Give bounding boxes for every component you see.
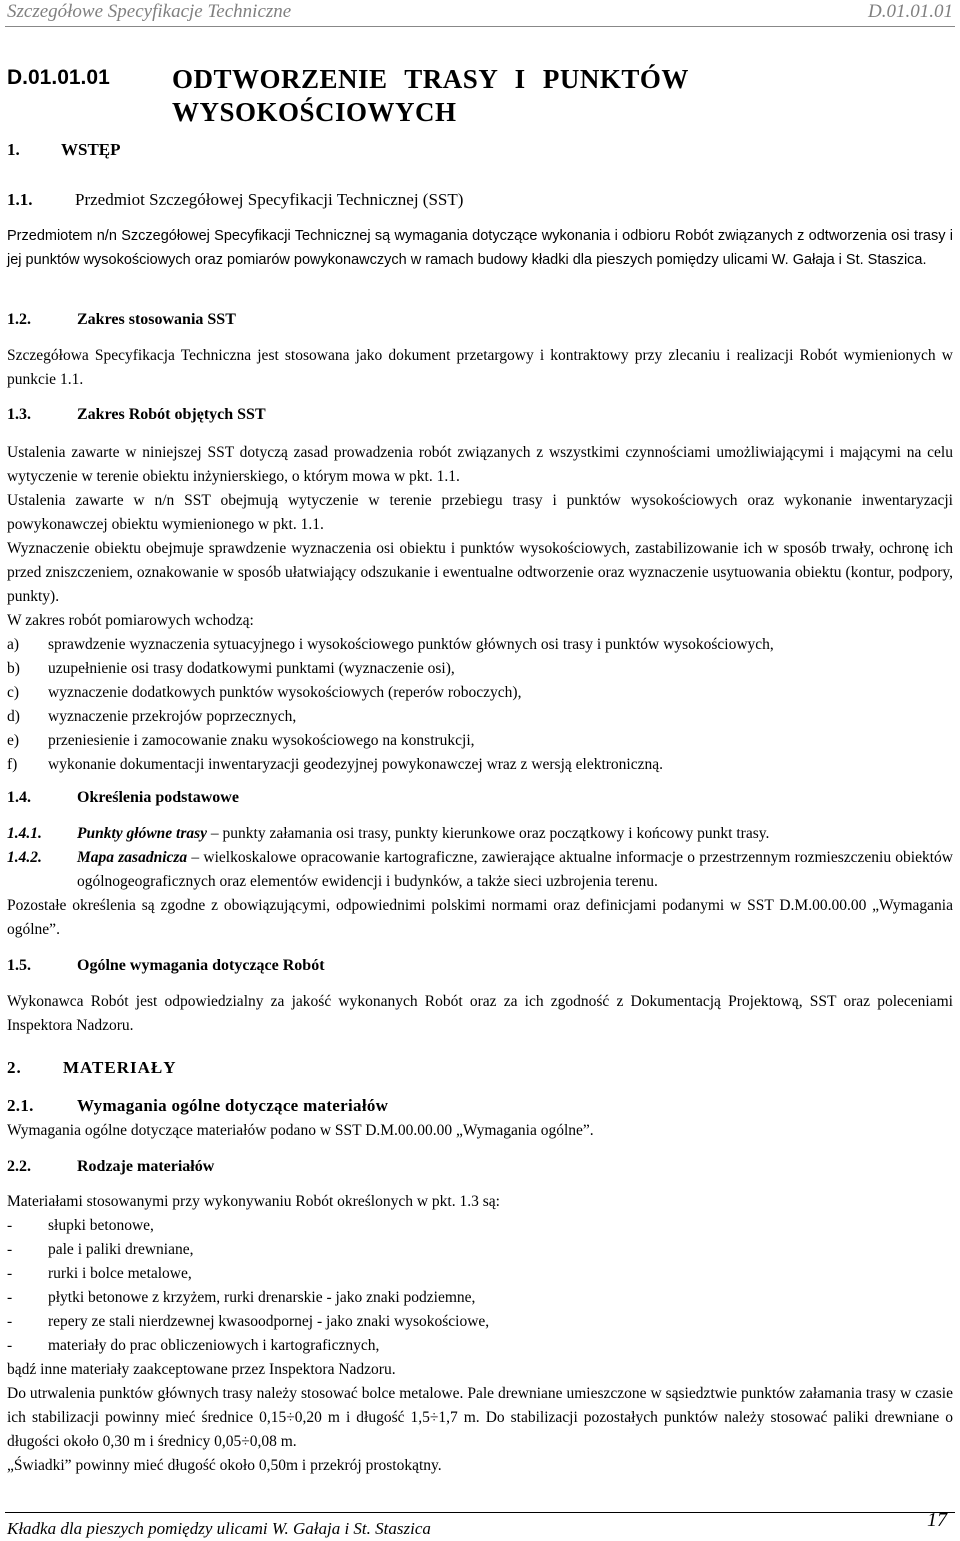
list-item (7, 753, 953, 777)
list-item-label: a) (7, 636, 20, 653)
list-item-text: wyznaczenie dodatkowych punktów wysokościowych (reperów roboczych), (48, 684, 522, 701)
section-2-heading (7, 1056, 177, 1080)
section-title: Ogólne wymagania dotyczące Robót (77, 957, 325, 974)
section-2-2-paragraph-3: „Świadki” powinny mieć długość około 0,50m i przekrój prostokątny. (7, 1457, 442, 1474)
section-title: MATERIAŁY (63, 1058, 177, 1077)
definition-item (7, 822, 953, 846)
list-item-text: sprawdzenie wyznaczenia sytuacyjnego i wysokościowego punktów głównych osi trasy i punktów wysokościowych, (48, 636, 774, 653)
section-number: 1.1. (7, 190, 33, 209)
section-1-heading (7, 137, 121, 163)
list-item (7, 1286, 953, 1310)
list-item-text: pale i paliki drewniane, (48, 1241, 194, 1258)
section-1-1-heading (7, 188, 463, 212)
list-item-text: uzupełnienie osi trasy dodatkowymi punktami (wyznaczenie osi), (48, 660, 455, 677)
list-item-text: przeniesienie i zamocowanie znaku wysokościowego na konstrukcji, (48, 732, 475, 749)
section-title: WSTĘP (61, 140, 121, 159)
section-2-2-intro: Materiałami stosowanymi przy wykonywaniu Robót określonych w pkt. 1.3 są: (7, 1193, 500, 1210)
list-item (7, 705, 953, 729)
list-item-text: rurki i bolce metalowe, (48, 1265, 192, 1282)
section-number: 2.1. (7, 1096, 34, 1115)
section-2-2-paragraph-1: bądź inne materiały zaakceptowane przez Inspektora Nadzoru. (7, 1361, 396, 1378)
section-1-5-heading (7, 954, 325, 978)
materials-list (7, 1214, 953, 1358)
document-title-line-1: ODTWORZENIE TRASY I PUNKTÓW (172, 64, 689, 94)
section-1-2-heading (7, 308, 236, 332)
section-title: Zakres stosowania SST (77, 311, 236, 328)
list-item-label: d) (7, 708, 20, 725)
section-2-2-paragraph-2: Do utrwalenia punktów głównych trasy należy stosować bolce metalowe. Pale drewniane umieszczone w sąsiedztwie punktów załamania trasy w czasie ich stabilizacji powinny mieć średnice 0,15÷0,20 m i długość 1,5÷1,7 m. Do stabilizacji pozostałych punktów należy stosować paliki drewniane o długości około 0,30 m i średnicy 0,05÷0,08 m. (7, 1385, 953, 1450)
section-title: Przedmiot Szczegółowej Specyfikacji Technicznej (SST) (75, 190, 464, 209)
list-item-label: f) (7, 756, 18, 773)
section-title: Wymagania ogólne dotyczące materiałów (77, 1096, 389, 1115)
section-1-3-paragraph-2: Ustalenia zawarte w n/n SST obejmują wytyczenie w terenie przebiegu trasy i punktów wysokościowych oraz wykonanie inwentaryzacji powykonawczej obiektu wymienionego w pkt. 1.1. (7, 492, 953, 533)
definition-term: Mapa zasadnicza (77, 849, 188, 866)
document-code: D.01.01.01 (7, 66, 110, 89)
list-item-text: wyznaczenie przekrojów poprzecznych, (48, 708, 297, 725)
section-number: 2.2. (7, 1158, 31, 1175)
list-item-label: - (7, 1289, 13, 1306)
list-item-text: wykonanie dokumentacji inwentaryzacji geodezyjnej powykonawczej wraz z wersją elektroniczną. (48, 756, 663, 773)
section-1-4-text: Pozostałe określenia są zgodne z obowiązującymi, odpowiednimi polskimi normami oraz definicjami podanymi w SST D.M.00.00.00 „Wymagania ogólne”. (7, 897, 953, 938)
list-item-label: - (7, 1265, 13, 1282)
definition-number: 1.4.2. (7, 849, 42, 866)
page-number: 17 (927, 1509, 947, 1531)
definition-text: – punkty załamania osi trasy, punkty kierunkowe oraz początkowy i końcowy punkt trasy. (207, 825, 770, 842)
list-item (7, 633, 953, 657)
list-item (7, 1262, 953, 1286)
list-item (7, 1238, 953, 1262)
list-item-label: - (7, 1241, 13, 1258)
list-item-text: materiały do prac obliczeniowych i kartograficznych, (48, 1337, 380, 1354)
running-header-code: D.01.01.01 (868, 1, 953, 22)
section-1-2-text: Szczegółowa Specyfikacja Techniczna jest stosowana jako dokument przetargowy i kontraktowy przy zlecaniu i realizacji Robót wymienionych w punkcie 1.1. (7, 347, 953, 388)
definition-text: – wielkoskalowe opracowanie kartograficzne, zawierające aktualne informacje o przestrzennym rozmieszczeniu obiektów ogólnogeograficznych oraz elementów ewidencji i budynków, a także sieci uzbrojenia terenu. (77, 849, 953, 890)
section-1-1-text: Przedmiotem n/n Szczegółowej Specyfikacji Technicznej są wymagania dotyczące wykonania i odbioru Robót związanych z odtworzenia osi trasy i jej punktów wysokościowych oraz pomiarów powykonawczych w ramach budowy kładki dla pieszych pomiędzy ulicami W. Gałaja i St. Staszica. (7, 228, 953, 268)
section-number: 1.2. (7, 311, 31, 328)
section-1-5-text: Wykonawca Robót jest odpowiedzialny za jakość wykonanych Robót oraz za ich zgodność z Dokumentacją Projektową, SST oraz poleceniami Inspektora Nadzoru. (7, 993, 953, 1034)
footer-title: Kładka dla pieszych pomiędzy ulicami W. Gałaja i St. Staszica (7, 1519, 431, 1538)
section-1-3-heading (7, 403, 266, 427)
definition-item (7, 846, 953, 894)
running-header-title: Szczegółowe Specyfikacje Techniczne (7, 1, 292, 22)
section-1-3-paragraph-4: W zakres robót pomiarowych wchodzą: (7, 612, 254, 629)
section-1-3-paragraph-1: Ustalenia zawarte w niniejszej SST dotyczą zasad prowadzenia robót związanych z wszystkimi czynnościami umożliwiającymi i mającymi na celu wytyczenie w terenie obiektu inżynierskiego, o którym mowa w pkt. 1.1. (7, 444, 953, 485)
list-item-text: słupki betonowe, (48, 1217, 154, 1234)
section-number: 1. (7, 140, 20, 159)
list-item-label: e) (7, 732, 20, 749)
section-number: 1.4. (7, 789, 31, 806)
footer-divider (5, 1512, 955, 1513)
section-title: Określenia podstawowe (77, 789, 239, 806)
section-title: Rodzaje materiałów (77, 1158, 215, 1175)
list-item (7, 1334, 953, 1358)
list-item-label: - (7, 1217, 13, 1234)
list-item-label: b) (7, 660, 20, 677)
document-title-line-2: WYSOKOŚCIOWYCH (172, 97, 457, 127)
section-title: Zakres Robót objętych SST (77, 406, 266, 423)
list-item-text: repery ze stali nierdzewnej kwasoodpornej - jako znaki wysokościowe, (48, 1313, 490, 1330)
section-1-3-paragraph-3: Wyznaczenie obiektu obejmuje sprawdzenie wyznaczenia osi obiektu i punktów wysokościowych, zastabilizowanie ich w sposób trwały, ochronę ich przed zniszczeniem, oznakowanie w sposób ułatwiający odszukanie i ewentualne odtworzenie oraz wyznaczenie usytuowania obiektu (kontur, podpory, punkty). (7, 540, 953, 605)
list-item-label: - (7, 1313, 13, 1330)
list-item-label: c) (7, 684, 20, 701)
section-2-2-heading (7, 1155, 214, 1179)
document-title (172, 63, 689, 129)
definition-number: 1.4.1. (7, 825, 42, 842)
list-item (7, 1310, 953, 1334)
section-number: 2. (7, 1058, 22, 1077)
header-divider (5, 26, 955, 27)
section-1-4-heading (7, 786, 239, 810)
definitions-list (7, 822, 953, 894)
section-2-1-text: Wymagania ogólne dotyczące materiałów podano w SST D.M.00.00.00 „Wymagania ogólne”. (7, 1122, 594, 1139)
list-item (7, 657, 953, 681)
list-item (7, 1214, 953, 1238)
section-number: 1.5. (7, 957, 31, 974)
definition-term: Punkty główne trasy (77, 825, 208, 842)
survey-works-list (7, 633, 953, 777)
section-number: 1.3. (7, 406, 31, 423)
list-item (7, 681, 953, 705)
list-item-label: - (7, 1337, 13, 1354)
section-2-1-heading (7, 1094, 388, 1118)
list-item-text: płytki betonowe z krzyżem, rurki drenarskie - jako znaki podziemne, (48, 1289, 476, 1306)
list-item (7, 729, 953, 753)
